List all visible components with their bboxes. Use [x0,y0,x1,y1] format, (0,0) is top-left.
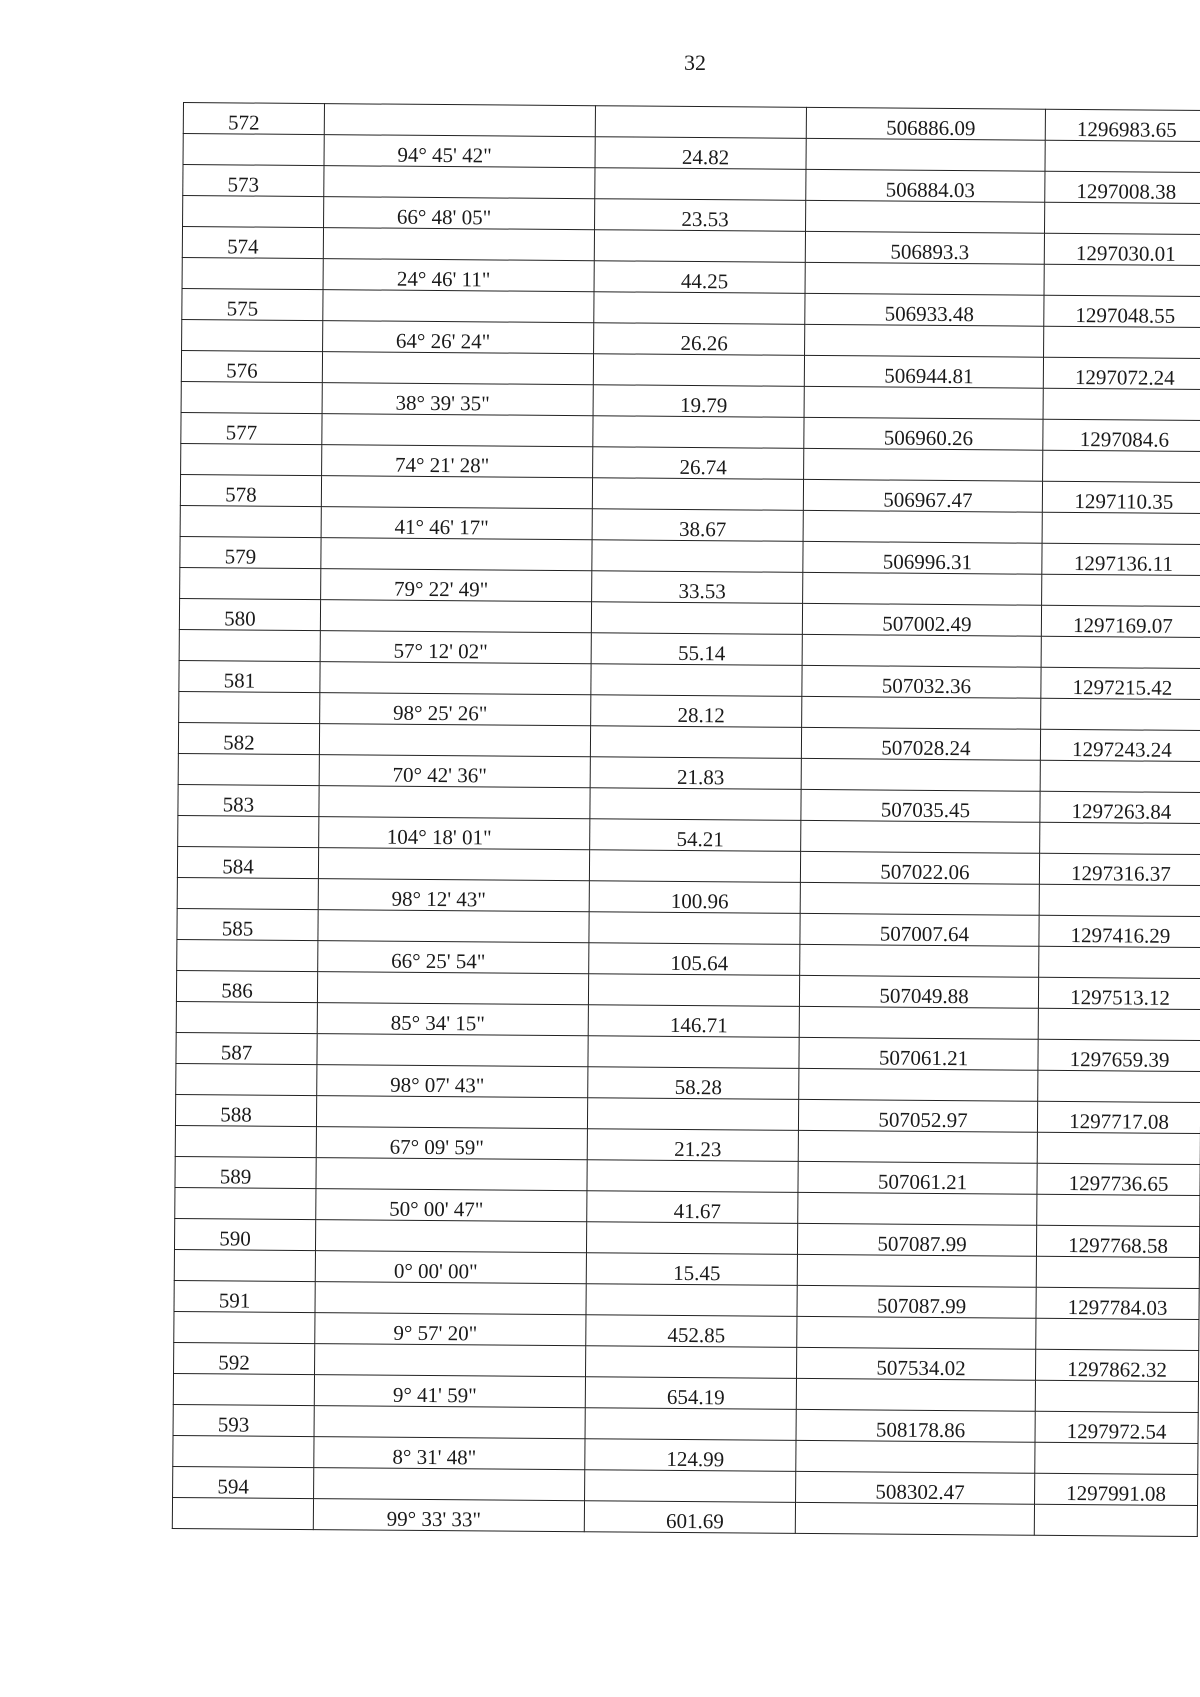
point-id-cell: 584 [177,846,318,878]
point-id-cell: 586 [176,970,317,1002]
easting-cell [799,1006,1038,1039]
point-id-cell: 572 [183,103,324,135]
bearing-angle-cell [324,166,595,199]
distance-cell: 26.74 [593,447,804,480]
northing-cell: 1297072.24 [1043,357,1200,389]
bearing-angle-cell [315,1282,586,1315]
point-id-cell: 592 [174,1342,315,1374]
bearing-angle-cell [322,352,593,385]
distance-cell: 100.96 [589,881,800,914]
point-id-cell [174,1249,315,1281]
bearing-angle-cell [315,1220,586,1253]
bearing-angle-cell: 94° 45' 42" [324,135,595,168]
easting-cell [802,696,1041,729]
northing-cell: 1297215.42 [1041,667,1200,699]
easting-cell: 507049.88 [799,975,1038,1008]
northing-cell [1035,1442,1198,1474]
easting-cell [795,1502,1034,1535]
northing-cell [1037,1194,1200,1226]
distance-cell [585,1408,796,1441]
northing-cell [1042,512,1200,544]
bearing-angle-cell [324,104,595,137]
easting-cell: 507032.36 [802,665,1041,698]
easting-cell: 507087.99 [797,1223,1036,1256]
northing-cell [1036,1318,1199,1350]
bearing-angle-cell [318,848,589,881]
distance-cell [589,850,800,883]
point-id-cell [181,443,322,475]
point-id-cell [177,877,318,909]
easting-cell: 506884.03 [806,169,1045,202]
point-id-cell: 575 [182,288,323,320]
distance-cell: 28.12 [591,695,802,728]
point-id-cell: 583 [178,784,319,816]
distance-cell [588,974,799,1007]
bearing-angle-cell [322,414,593,447]
point-id-cell [173,1373,314,1405]
northing-cell: 1297972.54 [1035,1411,1198,1443]
point-id-cell [177,939,318,971]
easting-cell: 506893.3 [805,231,1044,264]
easting-cell: 506960.26 [804,417,1043,450]
northing-cell [1036,1256,1199,1288]
bearing-angle-cell: 79° 22' 49" [321,569,592,602]
point-id-cell: 581 [179,660,320,692]
distance-cell [590,788,801,821]
easting-cell: 507035.45 [801,789,1040,822]
bearing-angle-cell: 41° 46' 17" [321,507,592,540]
distance-cell: 26.26 [594,323,805,356]
bearing-angle-cell: 99° 33' 33" [313,1499,584,1532]
bearing-angle-cell: 0° 00' 00" [315,1251,586,1284]
northing-cell: 1296983.65 [1045,109,1200,141]
easting-cell: 508302.47 [796,1471,1035,1504]
distance-cell: 124.99 [585,1439,796,1472]
bearing-angle-cell [316,1096,587,1129]
point-id-cell: 587 [176,1032,317,1064]
point-id-cell: 590 [174,1218,315,1250]
bearing-angle-cell [319,724,590,757]
northing-cell [1040,822,1200,854]
northing-cell: 1297110.35 [1042,481,1200,513]
bearing-angle-cell [321,538,592,571]
northing-cell: 1297030.01 [1044,233,1200,265]
distance-cell [587,1098,798,1131]
distance-cell [594,292,805,325]
easting-cell [797,1254,1036,1287]
point-id-cell: 594 [173,1466,314,1498]
easting-cell [799,1068,1038,1101]
bearing-angle-cell: 67° 09' 59" [316,1127,587,1160]
bearing-angle-cell: 38° 39' 35" [322,383,593,416]
bearing-angle-cell [315,1344,586,1377]
northing-cell: 1297717.08 [1037,1101,1200,1133]
easting-cell [801,820,1040,853]
distance-cell: 19.79 [593,385,804,418]
bearing-angle-cell: 8° 31' 48" [314,1437,585,1470]
northing-cell [1037,1132,1200,1164]
point-id-cell [176,1001,317,1033]
point-id-cell [178,753,319,785]
northing-cell: 1297008.38 [1045,171,1200,203]
point-id-cell [183,196,324,228]
northing-cell: 1297659.39 [1038,1039,1200,1071]
northing-cell: 1297136.11 [1042,543,1200,575]
point-id-cell [183,134,324,166]
distance-cell: 24.82 [595,137,806,170]
point-id-cell: 588 [175,1094,316,1126]
bearing-angle-cell: 70° 42' 36" [319,755,590,788]
northing-cell [1045,140,1200,172]
distance-cell: 55.14 [591,633,802,666]
bearing-angle-cell: 98° 07' 43" [317,1065,588,1098]
bearing-angle-cell: 74° 21' 28" [322,445,593,478]
survey-coordinates-table [172,102,1200,1537]
distance-cell [593,416,804,449]
bearing-angle-cell [314,1468,585,1501]
easting-cell: 506886.09 [806,107,1045,140]
easting-cell [804,386,1043,419]
easting-cell: 507028.24 [801,727,1040,760]
bearing-angle-cell [320,600,591,633]
point-id-cell [172,1497,313,1529]
easting-cell [805,324,1044,357]
bearing-angle-cell: 64° 26' 24" [323,321,594,354]
easting-cell: 507061.21 [799,1037,1038,1070]
easting-cell [806,138,1045,171]
point-id-cell [180,567,321,599]
northing-cell [1041,636,1200,668]
northing-cell: 1297048.55 [1044,295,1200,327]
point-id-cell: 589 [175,1156,316,1188]
northing-cell [1038,1008,1200,1040]
distance-cell [589,912,800,945]
distance-cell [592,540,803,573]
bearing-angle-cell [323,290,594,323]
point-id-cell: 591 [174,1280,315,1312]
distance-cell [585,1470,796,1503]
bearing-angle-cell [316,1158,587,1191]
point-id-cell [174,1311,315,1343]
easting-cell [801,758,1040,791]
point-id-cell [182,257,323,289]
bearing-angle-cell: 9° 41' 59" [314,1375,585,1408]
easting-cell: 506996.31 [803,541,1042,574]
bearing-angle-cell: 50° 00' 47" [316,1189,587,1222]
easting-cell: 506933.48 [805,293,1044,326]
distance-cell: 33.53 [592,571,803,604]
bearing-angle-cell: 24° 46' 11" [323,259,594,292]
easting-cell [797,1316,1036,1349]
easting-cell: 507052.97 [798,1099,1037,1132]
northing-cell: 1297416.29 [1039,915,1200,947]
northing-cell: 1297243.24 [1040,729,1200,761]
point-id-cell [181,381,322,413]
northing-cell: 1297862.32 [1035,1349,1198,1381]
bearing-angle-cell: 104° 18' 01" [319,817,590,850]
survey-table-wrapper [172,102,1177,1536]
bearing-angle-cell [321,476,592,509]
easting-cell: 507061.21 [798,1161,1037,1194]
distance-cell [591,602,802,635]
easting-cell [796,1440,1035,1473]
point-id-cell [175,1187,316,1219]
easting-cell [806,200,1045,233]
point-id-cell: 585 [177,908,318,940]
easting-cell [805,262,1044,295]
northing-cell: 1297513.12 [1038,977,1200,1009]
distance-cell: 38.67 [592,509,803,542]
northing-cell [1039,946,1200,978]
distance-cell [588,1036,799,1069]
northing-cell: 1297084.6 [1043,419,1200,451]
distance-cell: 23.53 [595,199,806,232]
northing-cell: 1297784.03 [1036,1287,1199,1319]
distance-cell [586,1284,797,1317]
northing-cell [1043,450,1200,482]
northing-cell [1038,1070,1200,1102]
distance-cell: 601.69 [584,1501,795,1534]
distance-cell [594,230,805,263]
bearing-angle-cell [319,786,590,819]
bearing-angle-cell [314,1406,585,1439]
bearing-angle-cell: 98° 12' 43" [318,879,589,912]
easting-cell [803,510,1042,543]
northing-cell [1039,884,1200,916]
point-id-cell [178,815,319,847]
point-id-cell: 576 [181,350,322,382]
easting-cell: 507087.99 [797,1285,1036,1318]
bearing-angle-cell: 57° 12' 02" [320,631,591,664]
point-id-cell: 593 [173,1404,314,1436]
easting-cell [803,572,1042,605]
northing-cell [1035,1380,1198,1412]
distance-cell [591,664,802,697]
distance-cell: 15.45 [586,1253,797,1286]
bearing-angle-cell [320,662,591,695]
point-id-cell [173,1435,314,1467]
point-id-cell: 582 [178,722,319,754]
easting-cell [800,944,1039,977]
bearing-angle-cell [317,1034,588,1067]
easting-cell: 506967.47 [803,479,1042,512]
northing-cell: 1297736.65 [1037,1163,1200,1195]
northing-cell [1044,264,1200,296]
northing-cell [1042,574,1200,606]
easting-cell [800,882,1039,915]
page-number: 32 [684,50,706,75]
point-id-cell [182,319,323,351]
distance-cell: 105.64 [589,943,800,976]
easting-cell: 508178.86 [796,1409,1035,1442]
point-id-cell: 579 [180,536,321,568]
survey-table-body [172,103,1200,1537]
point-id-cell: 573 [183,165,324,197]
distance-cell: 654.19 [585,1377,796,1410]
distance-cell [587,1160,798,1193]
distance-cell: 21.23 [587,1129,798,1162]
segment-row [172,1497,1197,1536]
easting-cell [802,634,1041,667]
easting-cell: 507022.06 [800,851,1039,884]
point-id-cell [179,691,320,723]
bearing-angle-cell: 9° 57' 20" [315,1313,586,1346]
distance-cell [592,478,803,511]
northing-cell: 1297263.84 [1040,791,1200,823]
northing-cell [1043,388,1200,420]
bearing-angle-cell: 98° 25' 26" [320,693,591,726]
bearing-angle-cell: 66° 25' 54" [318,941,589,974]
distance-cell: 58.28 [588,1067,799,1100]
easting-cell: 507007.64 [800,913,1039,946]
easting-cell: 507534.02 [796,1347,1035,1380]
northing-cell: 1297991.08 [1035,1473,1198,1505]
northing-cell [1034,1504,1197,1536]
distance-cell [595,106,806,139]
northing-cell: 1297169.07 [1041,605,1200,637]
distance-cell [586,1346,797,1379]
northing-cell [1040,760,1200,792]
distance-cell: 41.67 [587,1191,798,1224]
northing-cell: 1297768.58 [1036,1225,1199,1257]
easting-cell [804,448,1043,481]
distance-cell: 21.83 [590,757,801,790]
point-id-cell: 580 [179,598,320,630]
point-id-cell [179,629,320,661]
bearing-angle-cell: 66° 48' 05" [324,197,595,230]
distance-cell [595,168,806,201]
bearing-angle-cell [318,910,589,943]
distance-cell: 54.21 [590,819,801,852]
point-id-cell: 577 [181,412,322,444]
distance-cell [593,354,804,387]
point-id-cell [176,1063,317,1095]
point-id-cell [175,1125,316,1157]
distance-cell: 44.25 [594,261,805,294]
point-id-cell [180,505,321,537]
easting-cell [798,1192,1037,1225]
distance-cell [590,726,801,759]
bearing-angle-cell [317,972,588,1005]
northing-cell [1044,326,1200,358]
easting-cell: 506944.81 [804,355,1043,388]
bearing-angle-cell [323,228,594,261]
point-id-cell: 578 [180,474,321,506]
distance-cell: 452.85 [586,1315,797,1348]
northing-cell [1044,202,1200,234]
distance-cell [586,1222,797,1255]
distance-cell: 146.71 [588,1005,799,1038]
point-id-cell: 574 [182,227,323,259]
northing-cell: 1297316.37 [1039,853,1200,885]
northing-cell [1041,698,1200,730]
easting-cell [798,1130,1037,1163]
easting-cell [796,1378,1035,1411]
bearing-angle-cell: 85° 34' 15" [317,1003,588,1036]
easting-cell: 507002.49 [802,603,1041,636]
